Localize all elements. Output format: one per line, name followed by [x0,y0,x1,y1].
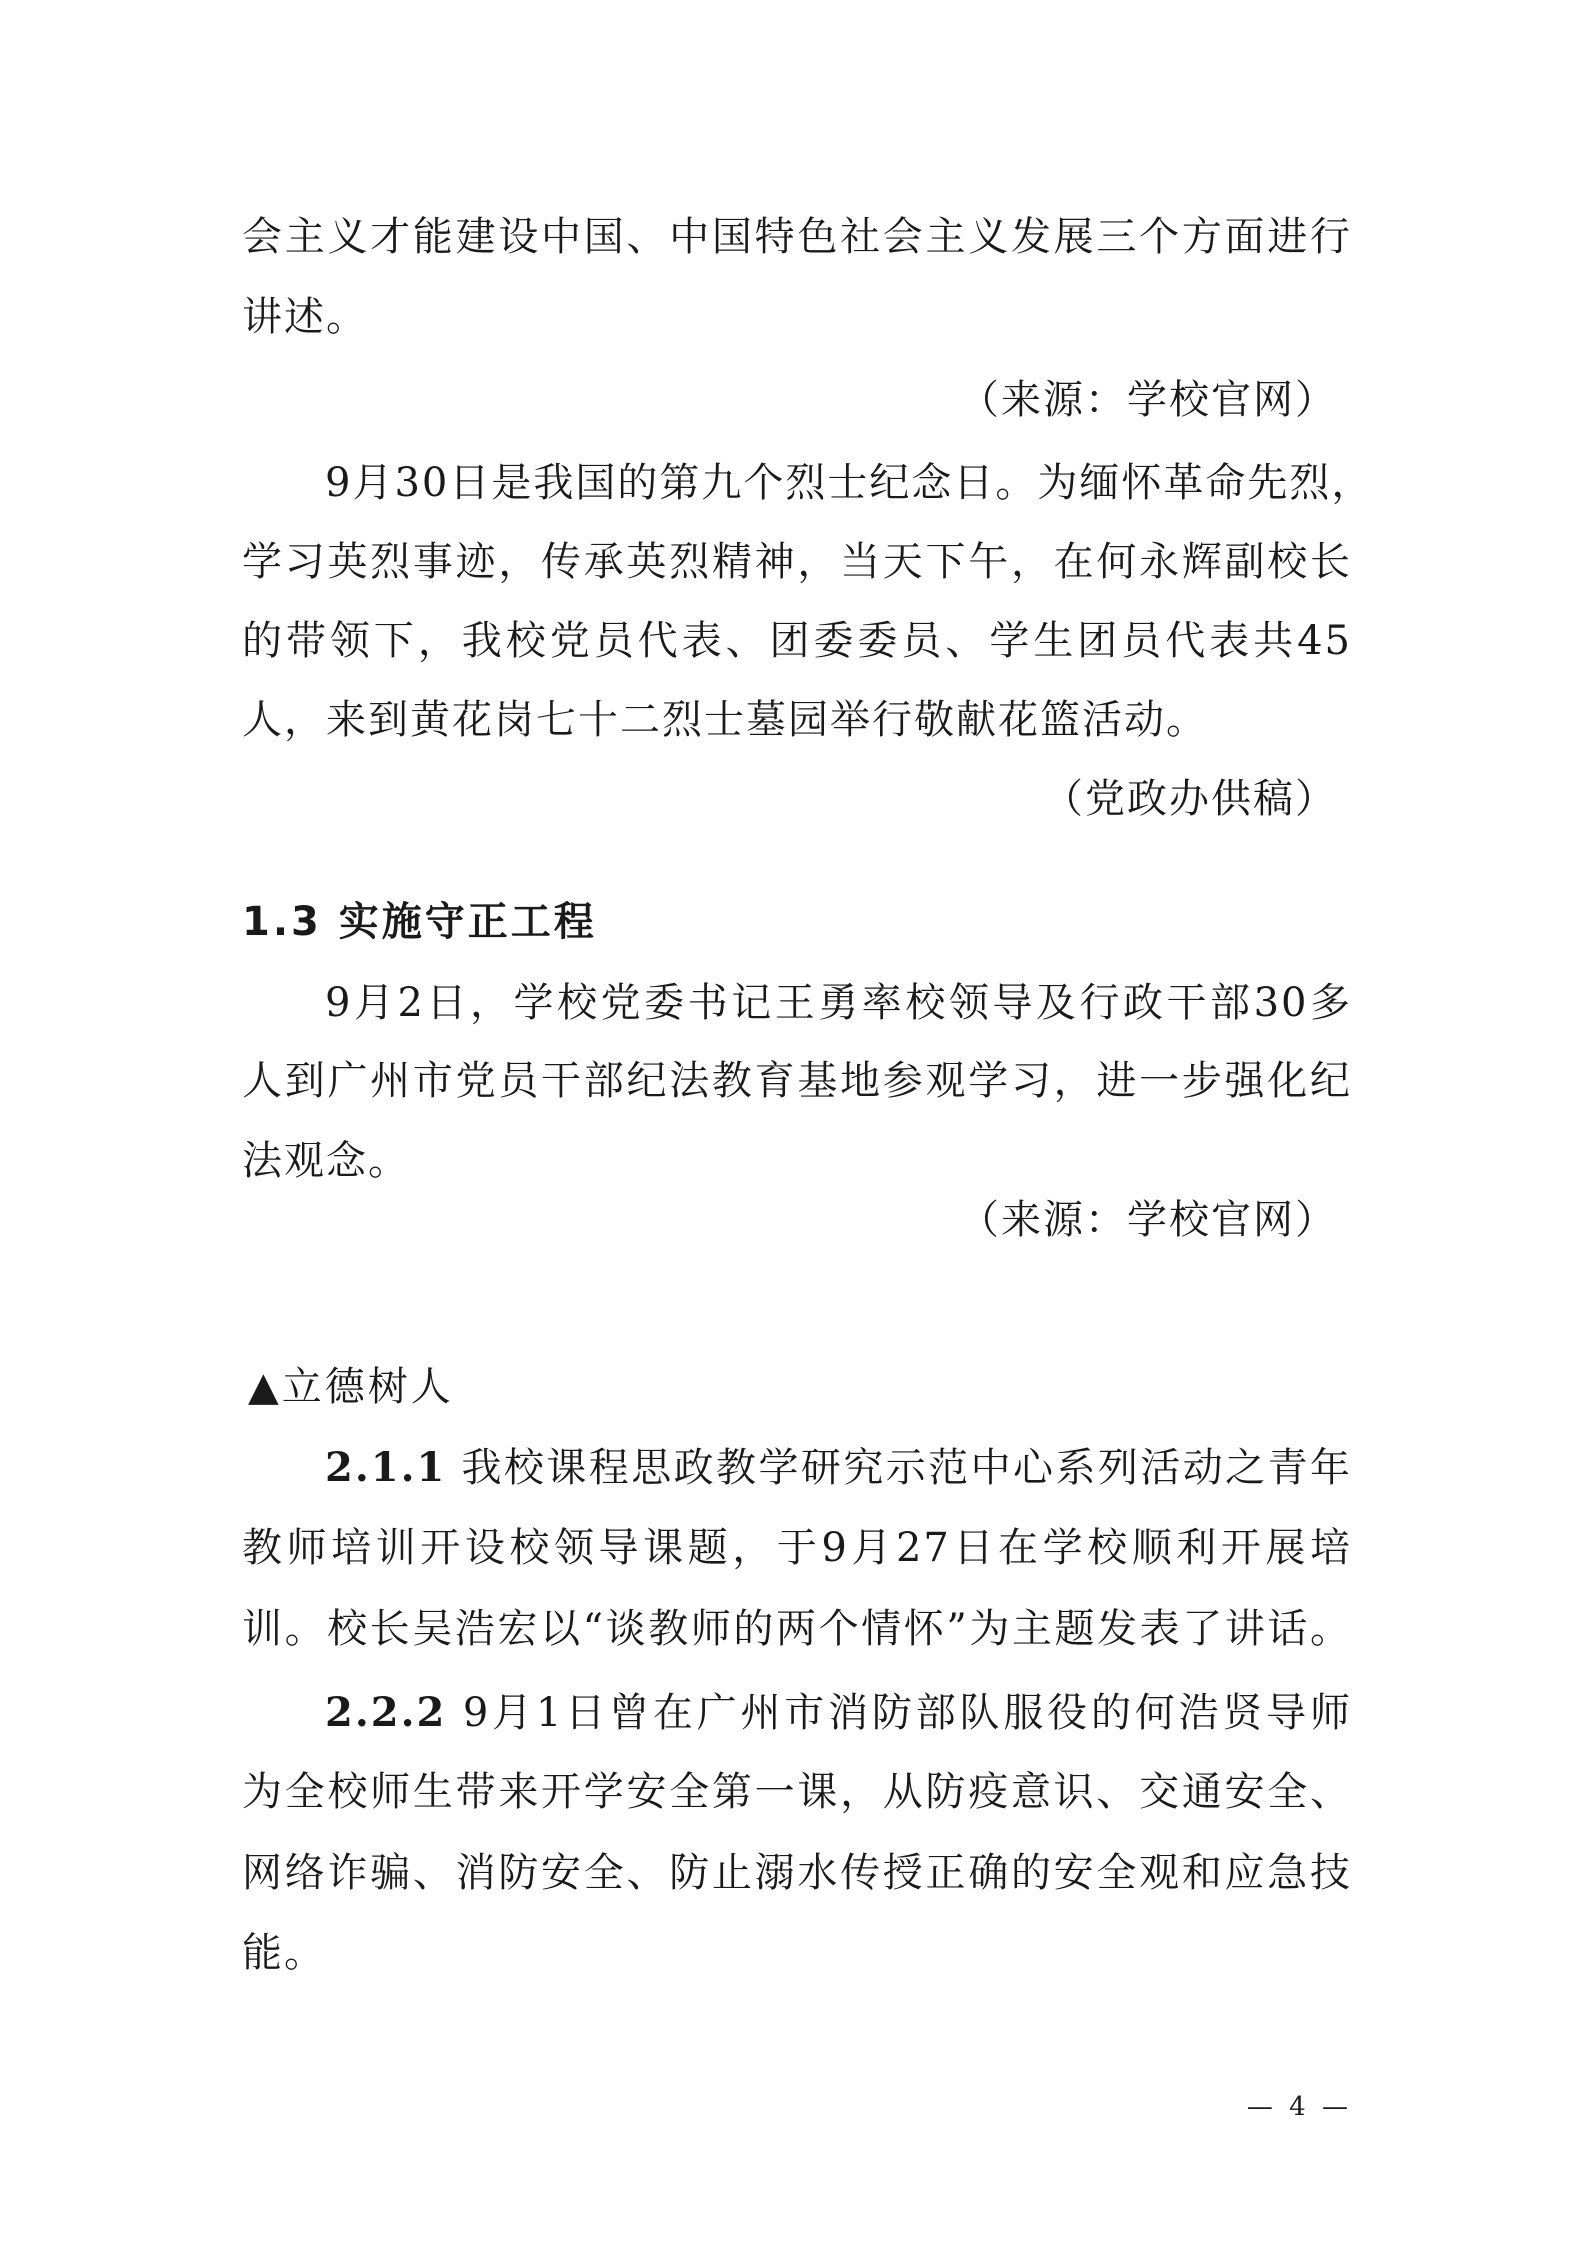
section-title: ▲立德树人 [248,1364,454,1410]
paragraph-first-line: 9月30日是我国的第九个烈士纪念日。为缅怀革命先烈， [325,460,1374,506]
body-line: 能。 [242,1930,326,1976]
body-line: 教师培训开设校领导课题，于9月27日在学校顺利开展培 [242,1525,1352,1571]
body-line: 网络诈骗、消防安全、防止溺水传授正确的安全观和应急技 [242,1850,1352,1896]
body-line: 讲述。 [242,294,368,340]
source-note: （来源：学校官网） [959,1197,1337,1243]
body-line: 人到广州市党员干部纪法教育基地参观学习，进一步强化纪 [242,1058,1352,1104]
body-line: 法观念。 [242,1138,410,1184]
body-line: 为全校师生带来开学安全第一课，从防疫意识、交通安全、 [242,1769,1352,1815]
paragraph-first-line [325,1688,1352,1738]
item-text: 我校课程思政教学研究示范中心系列活动之青年 [461,1445,1352,1491]
body-line: 学习英烈事迹，传承英烈精神，当天下午，在何永辉副校长 [242,539,1352,585]
paragraph-first-line: 9月2日，学校党委书记王勇率校领导及行政干部30多 [325,980,1352,1026]
body-line: 训。校长吴浩宏以“谈教师的两个情怀”为主题发表了讲话。 [242,1606,1352,1652]
paragraph-first-line [325,1443,1352,1493]
item-text: 9月1日曾在广州市消防部队服役的何浩贤导师 [462,1690,1352,1736]
section-heading-1-3: 1.3 实施守正工程 [242,899,597,945]
page-number: — 4 — [1246,2092,1352,2122]
body-line: 的带领下，我校党员代表、团委委员、学生团员代表共45 [242,618,1352,664]
item-number: 2.1.1 [325,1444,447,1491]
body-line: 人，来到黄花岗七十二烈士墓园举行敬献花篮活动。 [242,697,1208,743]
source-note: （党政办供稿） [1043,776,1337,822]
item-number: 2.2.2 [325,1689,447,1736]
source-note: （来源：学校官网） [959,377,1337,423]
body-line: 会主义才能建设中国、中国特色社会主义发展三个方面进行 [242,214,1352,260]
